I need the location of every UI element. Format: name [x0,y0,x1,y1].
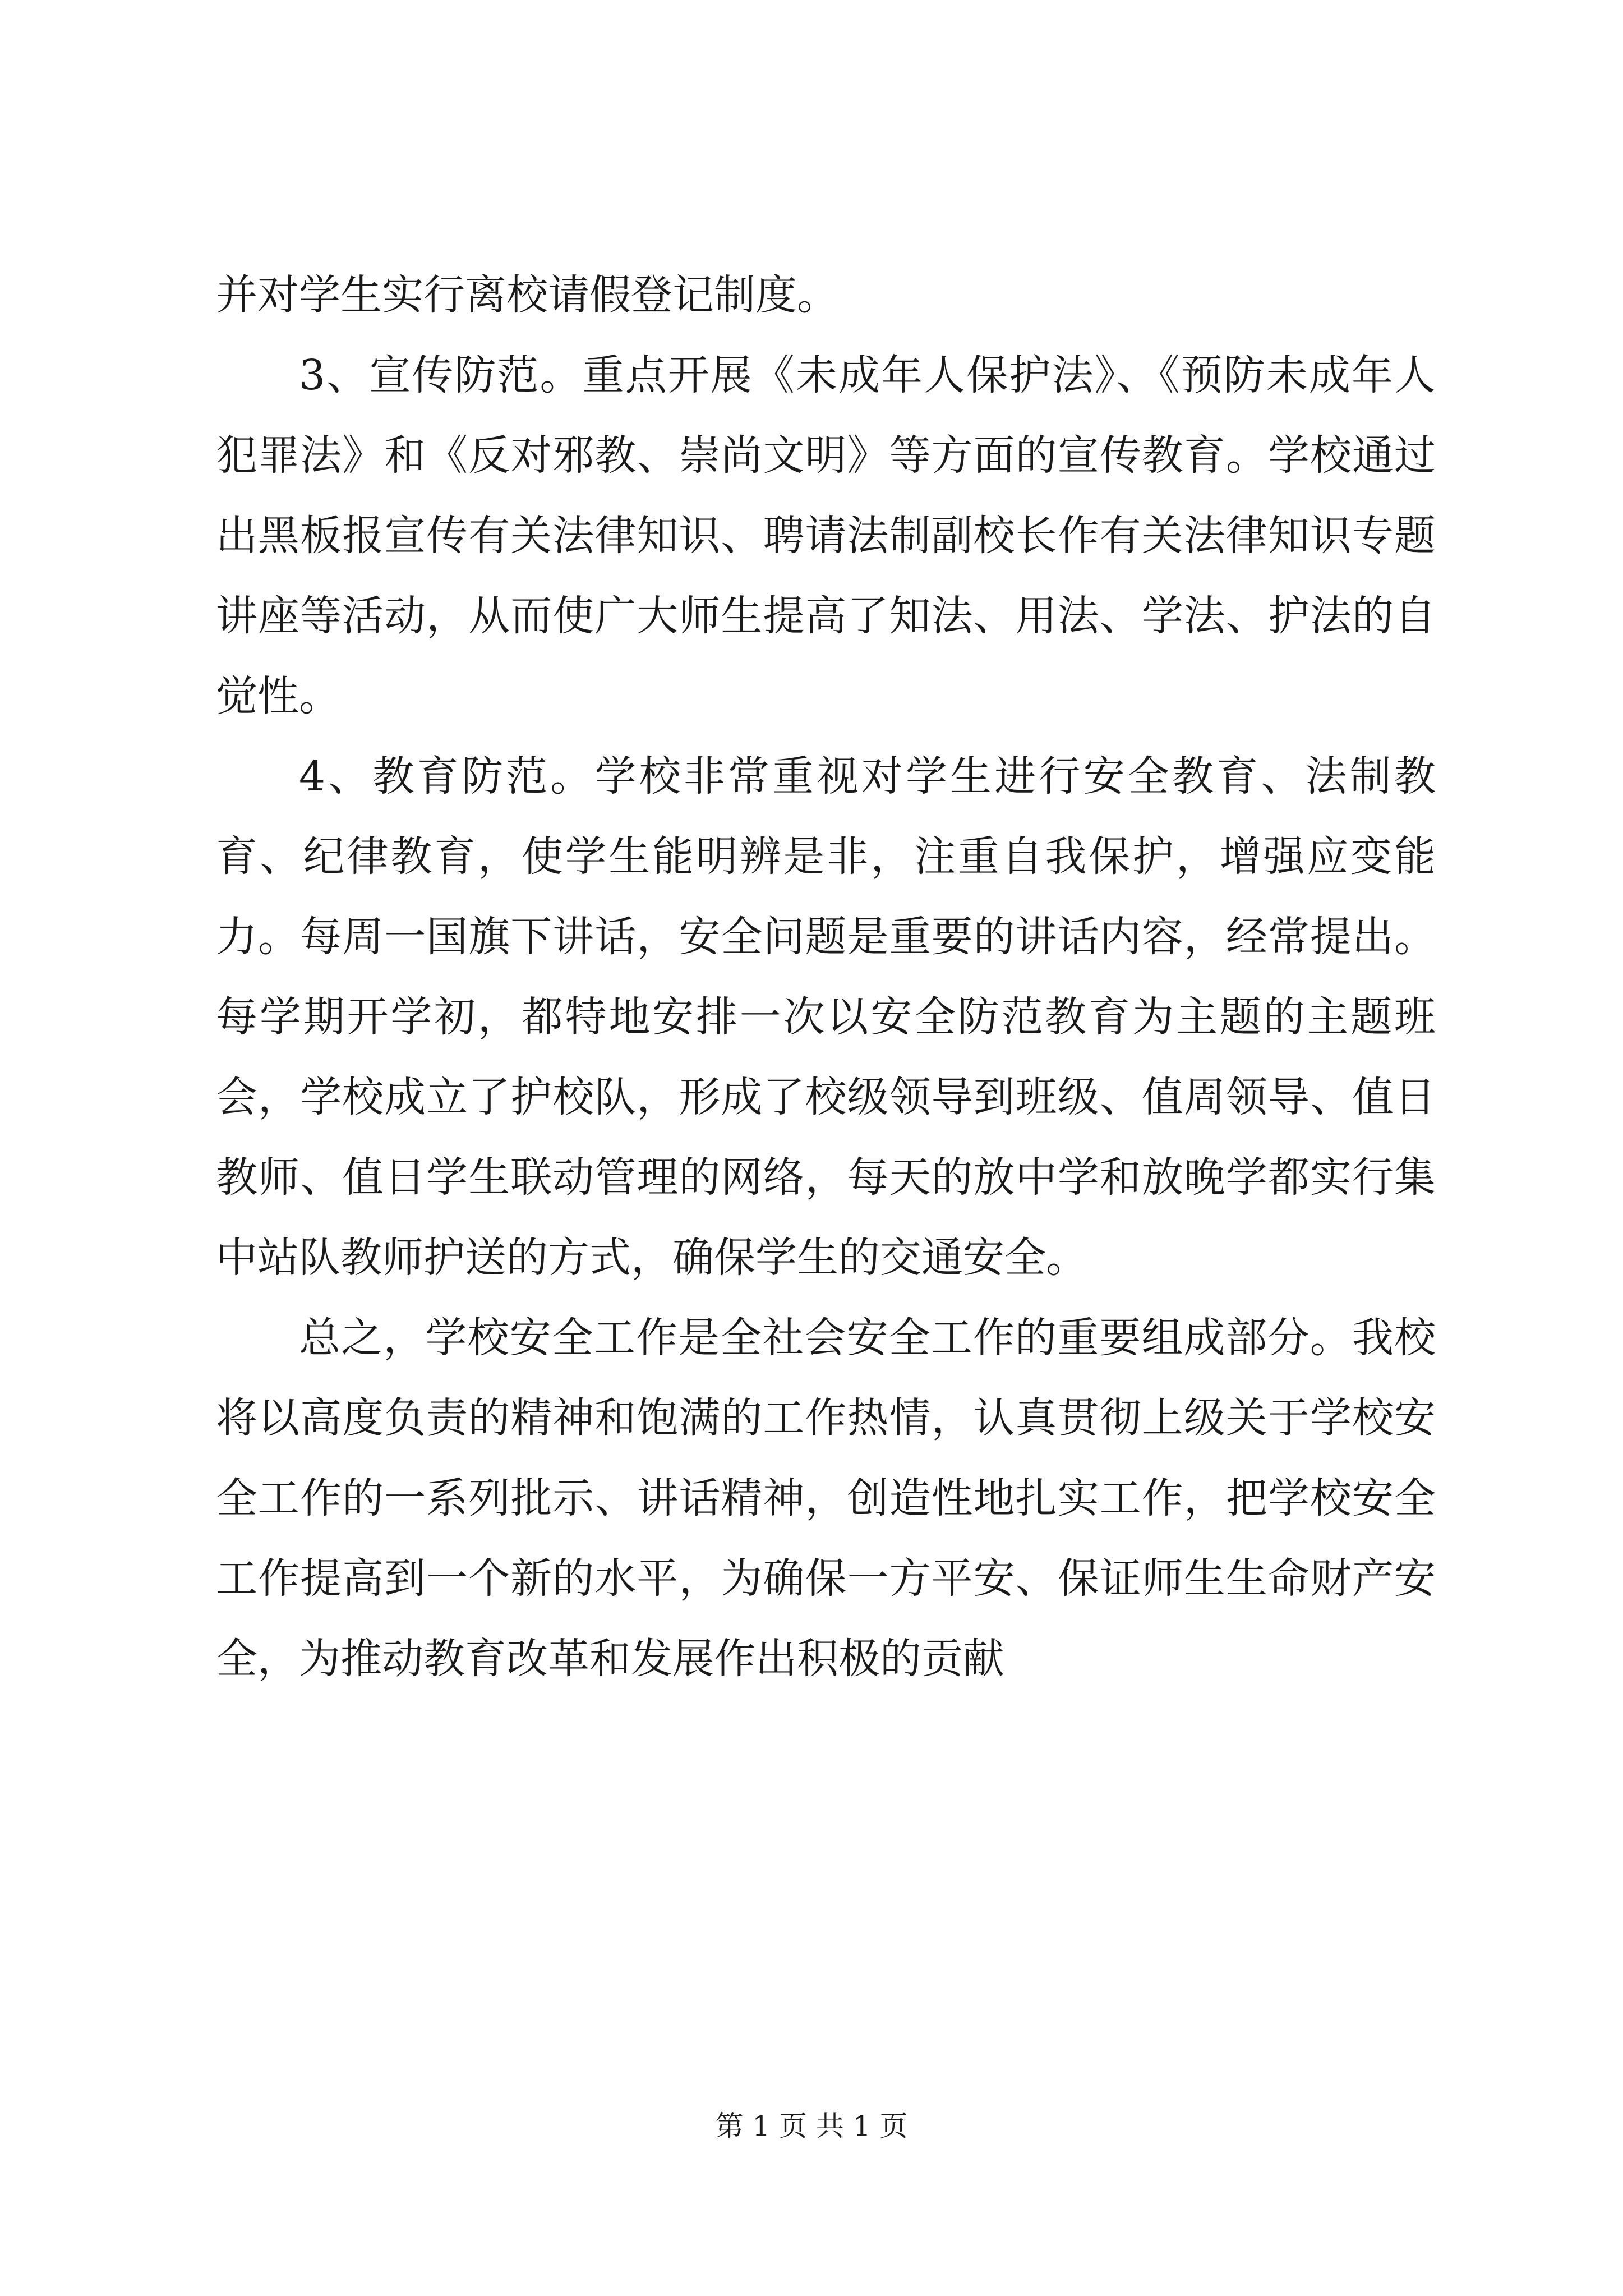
paragraph-1: 并对学生实行离校请假登记制度。 [216,271,838,319]
paragraph-2: 3、宣传防范。重点开展《未成年人保护法》、《预防未成年人犯罪法》和《反对邪教、崇尚文明》等方面的宣传教育。学校通过出黑板报宣传有关法律知识、聘请法制副校长作有关法律知识专题讲座等活动，从而使广大师生提高了知法、用法、学法、护法的自觉性。 [216,351,1436,720]
paragraph-3: 4、教育防范。学校非常重视对学生进行安全教育、法制教育、纪律教育，使学生能明辨是非，注重自我保护，增强应变能力。每周一国旗下讲话，安全问题是重要的讲话内容，经常提出。每学期开学初，都特地安排一次以安全防范教育为主题的主题班会，学校成立了护校队，形成了校级领导到班级、值周领导、值日教师、值日学生联动管理的网络，每天的放中学和放晚学都实行集中站队教师护送的方式，确保学生的交通安全。 [216,752,1436,1282]
document-body [216,255,1436,1699]
paragraph-4: 总之，学校安全工作是全社会安全工作的重要组成部分。我校将以高度负责的精神和饱满的工作热情，认真贯彻上级关于学校安全工作的一系列批示、讲话精神，创造性地扎实工作，把学校安全工作提高到一个新的水平，为确保一方平安、保证师生生命财产安全，为推动教育改革和发展作出积极的贡献 [216,1314,1436,1683]
page-footer: 第 1 页 共 1 页 [715,2110,908,2142]
